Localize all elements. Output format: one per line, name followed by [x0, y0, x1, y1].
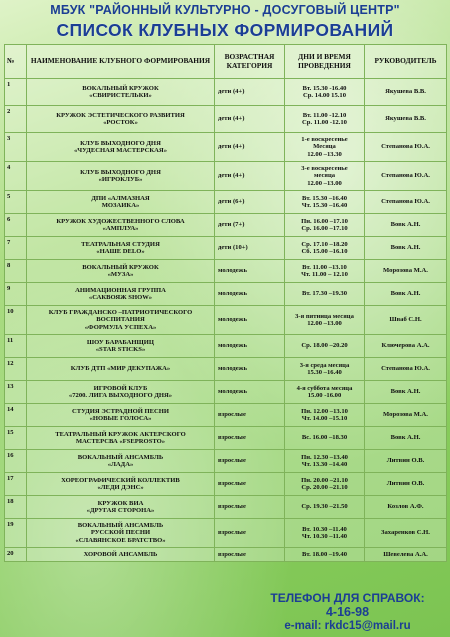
club-name [27, 106, 215, 133]
leader-name: Якушева В.В. [365, 106, 447, 133]
club-name [27, 191, 215, 214]
club-name [27, 306, 215, 335]
schedule-line: 4-я суббота месяца [296, 384, 353, 392]
row-number: 4 [5, 162, 27, 191]
age-category: взрослые [215, 496, 285, 519]
table-row [5, 106, 447, 133]
schedule [285, 358, 365, 381]
club-name-line: МОЗАИКА» [101, 202, 140, 209]
club-name [27, 427, 215, 450]
table-row [5, 237, 447, 260]
age-category: взрослые [215, 473, 285, 496]
table-row [5, 283, 447, 306]
schedule-line: Ср. 20.00 –21.10 [301, 484, 348, 491]
club-name-line: КЛУБ ВЫХОДНОГО ДНЯ [80, 168, 161, 176]
club-name-line: КРУЖОК ХУДОЖЕСТВЕННОГО СЛОВА [56, 217, 185, 225]
row-number: 11 [5, 335, 27, 358]
club-name-line: КЛУБ ГРАЖДАНСКО –ПАТРИОТИЧЕСКОГО [48, 308, 193, 316]
schedule [285, 548, 365, 562]
leader-name: Вовк А.Н. [365, 283, 447, 306]
club-name-line: «САКВОЯЖ SHOW» [88, 294, 153, 301]
club-name [27, 358, 215, 381]
age-category: взрослые [215, 427, 285, 450]
phone-number: 4-16-98 [325, 605, 370, 619]
row-number: 13 [5, 381, 27, 404]
club-name-line: КРУЖОК ВИА [97, 499, 144, 507]
table-row [5, 335, 447, 358]
schedule-line: Пн. 20.00 –21.10 [301, 476, 348, 484]
table-row [5, 191, 447, 214]
club-name-line: КЛУБ ДТП «МИР ДЕКУПАЖА» [70, 365, 171, 373]
schedule-line: Пн. 12.00 –13.10 [301, 407, 348, 415]
club-name-line: «7200. ЛИГА ВЫХОДНОГО ДНЯ» [68, 392, 173, 399]
schedule-line: Ср. 19.30 –21.50 [301, 503, 348, 511]
table-row [5, 427, 447, 450]
column-header-number: № [5, 45, 27, 79]
leader-name: Степанова Ю.А. [365, 191, 447, 214]
leader-name: Якушева В.В. [365, 79, 447, 106]
club-name [27, 519, 215, 548]
schedule-line: Чт. 10.30 –11.40 [301, 533, 348, 540]
age-category: дети (4+) [215, 133, 285, 162]
club-name-line: «СЛАВЯНСКОЕ БРАТСТВО» [75, 536, 166, 544]
club-name-line: «АМПЛУА» [102, 225, 139, 232]
club-name [27, 162, 215, 191]
club-name-line: ВОКАЛЬНЫЙ АНСАМБЛЬ [77, 521, 164, 529]
schedule-line: Вт. 11.00 –13.10 [302, 263, 347, 271]
schedule-line: 12.00 –13.00 [307, 179, 342, 187]
club-name-line: «РОСТОК» [103, 119, 138, 126]
schedule [285, 283, 365, 306]
schedule-line: Ср. 14.00 15.10 [302, 92, 347, 99]
schedule [285, 404, 365, 427]
age-category: дети (7+) [215, 214, 285, 237]
club-name-line: СТУДИЯ ЭСТРАДНОЙ ПЕСНИ [71, 407, 170, 415]
row-number: 10 [5, 306, 27, 335]
column-header-category: ВОЗРАСТНАЯ КАТЕГОРИЯ [215, 45, 285, 79]
row-number: 17 [5, 473, 27, 496]
schedule-line: Сб. 15.00 –16.10 [301, 248, 348, 255]
schedule [285, 214, 365, 237]
schedule-line: Пн. 16.00 –17.10 [301, 217, 348, 225]
club-name-line: ТЕАТРАЛЬНАЯ СТУДИЯ [81, 240, 160, 248]
leader-name: Козлов А.Ф. [365, 496, 447, 519]
schedule [285, 79, 365, 106]
schedule [285, 191, 365, 214]
age-category: молодежь [215, 306, 285, 335]
table-row [5, 548, 447, 562]
age-category: взрослые [215, 404, 285, 427]
age-category: взрослые [215, 548, 285, 562]
schedule-line: 15.30 –16.40 [307, 369, 342, 376]
row-number: 16 [5, 450, 27, 473]
row-number: 8 [5, 260, 27, 283]
row-number: 7 [5, 237, 27, 260]
club-name-line: «STAR STICKS» [95, 346, 146, 353]
table-row [5, 358, 447, 381]
schedule-line: Вт. 15.30 -16.40 [302, 84, 347, 92]
club-name-line: «НАШЕ DELO» [96, 248, 145, 255]
age-category: дети (4+) [215, 79, 285, 106]
age-category: дети (10+) [215, 237, 285, 260]
schedule-line: Месяца [313, 143, 336, 151]
leader-name: Степанова Ю.А. [365, 358, 447, 381]
leader-name: Морозова М.А. [365, 404, 447, 427]
schedule-line: Ср. 18.00 –20.20 [301, 342, 348, 350]
leader-name: Вовк А.Н. [365, 237, 447, 260]
schedule-line: 3-я среда месяца [299, 361, 350, 369]
schedule-line: Вс. 16.00 –18.30 [301, 434, 348, 442]
age-category: молодежь [215, 260, 285, 283]
age-category: дети (4+) [215, 106, 285, 133]
table-header-row [5, 45, 447, 79]
schedule-line: Вт. 15.30 –16.40 [301, 194, 348, 202]
club-name-line: «ИГРОКЛУБ» [98, 176, 143, 183]
schedule [285, 427, 365, 450]
schedule-line: Чт. 13.30 –14.40 [301, 461, 348, 468]
leader-name: Вовк А.Н. [365, 427, 447, 450]
club-name-line: ШОУ БАРАБАНЩИЦ [86, 338, 155, 346]
leader-name: Литвин О.В. [365, 450, 447, 473]
club-name [27, 283, 215, 306]
club-name [27, 237, 215, 260]
leader-name: Ключерова А.А. [365, 335, 447, 358]
row-number: 15 [5, 427, 27, 450]
table-row [5, 473, 447, 496]
club-name-line: ХОРОВОЙ АНСАМБЛЬ [83, 550, 158, 558]
schedule [285, 162, 365, 191]
age-category: дети (4+) [215, 162, 285, 191]
table-row [5, 79, 447, 106]
club-name-line: ХОРЕОГРАФИЧЕСКИЙ КОЛЛЕКТИВ [61, 476, 180, 484]
leader-name: Захаренков С.Н. [365, 519, 447, 548]
club-name [27, 496, 215, 519]
row-number: 18 [5, 496, 27, 519]
row-number: 5 [5, 191, 27, 214]
club-name-line: МАСТЕРСВА «FSEPROSTO» [75, 438, 166, 445]
club-name-line: ВОСПИТАНИЯ [96, 316, 145, 324]
schedule-line: Чт. 15.30 –16.40 [301, 202, 348, 209]
club-name-line: ВОКАЛЬНЫЙ КРУЖОК [82, 263, 159, 271]
schedule [285, 260, 365, 283]
club-name-line: «ДРУГАЯ СТОРОНА» [86, 507, 155, 514]
table-row [5, 519, 447, 548]
club-name-line: ВОКАЛЬНЫЙ КРУЖОК [82, 84, 159, 92]
age-category: взрослые [215, 450, 285, 473]
club-name [27, 548, 215, 562]
schedule [285, 496, 365, 519]
age-category: молодежь [215, 335, 285, 358]
row-number: 20 [5, 548, 27, 562]
club-name-line: «СВИРИСТЕЛЬКИ» [89, 92, 152, 99]
table-row [5, 133, 447, 162]
page-title: СПИСОК КЛУБНЫХ ФОРМИРОВАНИЙ [56, 20, 394, 40]
column-header-name: НАИМЕНОВАНИЕ КЛУБНОГО ФОРМИРОВАНИЯ [27, 45, 215, 79]
row-number: 3 [5, 133, 27, 162]
club-name-line: «ЛАДА» [107, 461, 134, 468]
schedule [285, 450, 365, 473]
club-name [27, 381, 215, 404]
schedule-line: Вт. 11.00 -12.10 [302, 111, 347, 119]
table-row [5, 381, 447, 404]
phone-label: ТЕЛЕФОН ДЛЯ СПРАВОК: [270, 591, 425, 605]
club-name-line: КРУЖОК ЭСТЕТИЧЕСКОГО РАЗВИТИЯ [56, 111, 185, 119]
club-name [27, 260, 215, 283]
schedule [285, 519, 365, 548]
club-name-line: «НОВЫЕ ГОЛОСА» [89, 415, 152, 422]
table-row [5, 496, 447, 519]
row-number: 14 [5, 404, 27, 427]
schedule [285, 237, 365, 260]
schedule [285, 473, 365, 496]
club-name [27, 133, 215, 162]
age-category: взрослые [215, 519, 285, 548]
club-name-line: КЛУБ ВЫХОДНОГО ДНЯ [80, 139, 161, 147]
schedule-line: Вт. 18.00 –19.40 [301, 550, 348, 558]
club-name [27, 214, 215, 237]
email-address: e-mail: rkdc15@mail.ru [284, 620, 411, 632]
leader-name: Морозова М.А. [365, 260, 447, 283]
age-category: молодежь [215, 358, 285, 381]
row-number: 1 [5, 79, 27, 106]
table-row [5, 404, 447, 427]
leader-name: Вовк А.Н. [365, 381, 447, 404]
leader-name: Шевелева А.А. [365, 548, 447, 562]
column-header-leader: РУКОВОДИТЕЛЬ [365, 45, 447, 79]
table-row [5, 306, 447, 335]
schedule-line: Вт. 17.30 –19.30 [301, 290, 348, 298]
schedule [285, 335, 365, 358]
schedule-line: месяца [313, 172, 336, 180]
club-name-line: ИГРОВОЙ КЛУБ [93, 384, 148, 392]
organization-name: МБУК "РАЙОННЫЙ КУЛЬТУРНО - ДОСУГОВЫЙ ЦЕНТР" [50, 3, 400, 17]
leader-name: Степанова Ю.А. [365, 162, 447, 191]
club-name-line: «МУЗА» [107, 271, 134, 278]
club-name [27, 404, 215, 427]
schedule-line: 12.00 –13.30 [307, 150, 342, 158]
schedule-line: 3-е воскресенье [301, 164, 348, 172]
table-row [5, 162, 447, 191]
club-name-line: РУССКОЙ ПЕСНИ [90, 529, 151, 537]
club-name [27, 335, 215, 358]
club-name-line: «ЧУДЕСНАЯ МАСТЕРСКАЯ» [74, 147, 167, 154]
leader-name: Шваб С.Н. [365, 306, 447, 335]
leader-name: Литвин О.В. [365, 473, 447, 496]
schedule-line: Вт. 10.30 –11.40 [302, 525, 347, 533]
club-name-line: «ЛЕДИ ДЭНС» [97, 484, 144, 491]
clubs-table [4, 44, 447, 562]
schedule-line: Чт. 11.00 – 12.10 [301, 271, 348, 278]
row-number: 2 [5, 106, 27, 133]
schedule-line: Чт. 14.00 –15.10 [301, 415, 348, 422]
row-number: 9 [5, 283, 27, 306]
column-header-schedule: ДНИ И ВРЕМЯ ПРОВЕДЕНИЯ [285, 45, 365, 79]
row-number: 19 [5, 519, 27, 548]
schedule-line: Ср. 11.00 -12.10 [302, 119, 347, 126]
leader-name: Вовк А.Н. [365, 214, 447, 237]
row-number: 6 [5, 214, 27, 237]
club-name-line: «ФОРМУЛА УСПЕХА» [84, 323, 157, 331]
schedule-line: 15.00 -16.00 [307, 392, 342, 399]
age-category: молодежь [215, 381, 285, 404]
table-row [5, 450, 447, 473]
club-name [27, 450, 215, 473]
table-row [5, 214, 447, 237]
schedule [285, 381, 365, 404]
schedule [285, 133, 365, 162]
leader-name: Степанова Ю.А. [365, 133, 447, 162]
club-name [27, 79, 215, 106]
schedule-line: 3-я пятница месяца [295, 312, 354, 320]
club-name-line: АНИМАЦИОННАЯ ГРУППА [75, 286, 166, 294]
schedule-line: Пн. 12.30 –13.40 [301, 453, 348, 461]
row-number: 12 [5, 358, 27, 381]
schedule-line: Ср. 16.00 –17.10 [301, 225, 348, 232]
club-name-line: ВОКАЛЬНЫЙ АНСАМБЛЬ [77, 453, 164, 461]
club-name [27, 473, 215, 496]
table-row [5, 260, 447, 283]
club-name-line: ДПИ «АЛМАЗНАЯ [91, 194, 150, 202]
age-category: дети (6+) [215, 191, 285, 214]
schedule-line: Ср. 17.10 –18.20 [301, 240, 348, 248]
age-category: молодежь [215, 283, 285, 306]
schedule-line: 12.00 –13.00 [307, 320, 342, 327]
club-name-line: ТЕАТРАЛЬНЫЙ КРУЖОК АКТЕРСКОГО [55, 430, 186, 438]
schedule [285, 306, 365, 335]
schedule [285, 106, 365, 133]
schedule-line: 1-е воскресенье [301, 135, 348, 143]
